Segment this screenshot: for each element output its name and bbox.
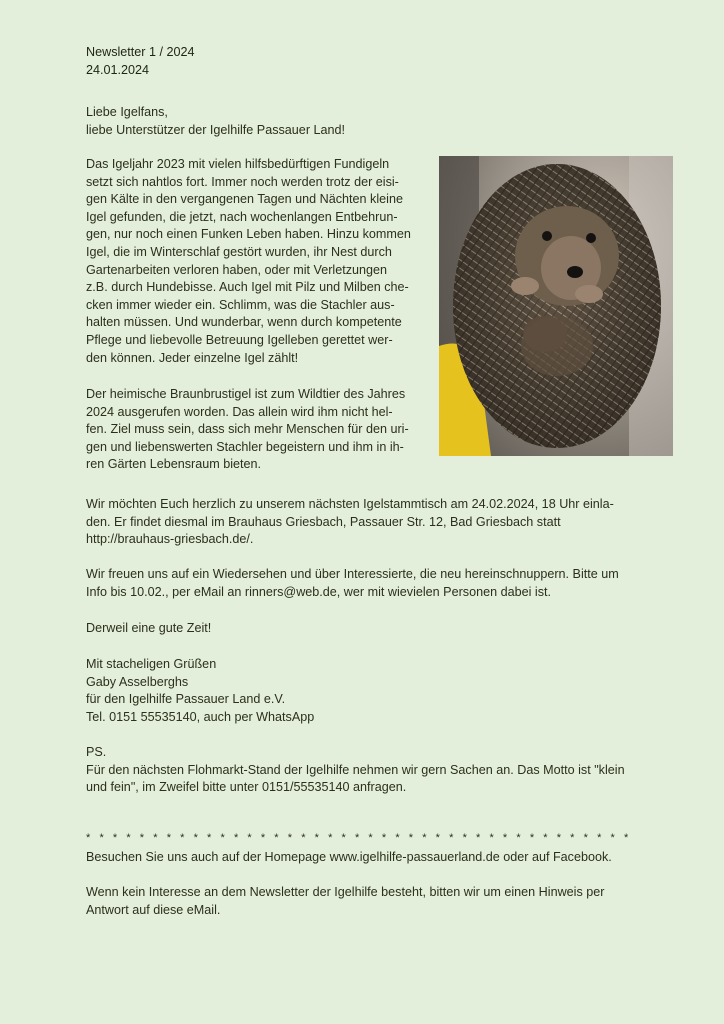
paragraph-igeljahr xyxy=(86,156,426,367)
text-line: setzt sich nahtlos fort. Immer noch werden trotz der eisi- xyxy=(86,174,399,189)
text-line: Für den nächsten Flohmarkt-Stand der Igelhilfe nehmen wir gern Sachen an. Das Motto ist "klein xyxy=(86,762,625,777)
text-line: den. Er findet diesmal im Brauhaus Griesbach, Passauer Str. 12, Bad Griesbach statt xyxy=(86,514,561,529)
hedgehog-image xyxy=(439,156,673,456)
ps-label: PS. xyxy=(86,745,107,759)
text-line: Der heimische Braunbrustigel ist zum Wildtier des Jahres xyxy=(86,387,406,401)
text-line: Igel, die im Winterschlaf gestört wurden, ihr Nest durch xyxy=(86,244,392,259)
text-line: gen und liebenswerten Stachler begeistern und ihm in ih- xyxy=(86,439,404,454)
newsletter-header xyxy=(86,44,195,79)
text-line: Wir freuen uns auf ein Wiedersehen und über Interessierte, die neu hereinschnuppern. Bitte um xyxy=(86,567,619,581)
text-line: Gartenarbeiten verloren haben, oder mit Verletzungen xyxy=(86,262,388,277)
newsletter-number: Newsletter 1 / 2024 xyxy=(86,45,195,59)
text-line: Wenn kein Interesse an dem Newsletter der Igelhilfe besteht, bitten wir um einen Hinweis per xyxy=(86,885,605,899)
homepage-note xyxy=(86,849,666,867)
text-line: Wir möchten Euch herzlich zu unserem nächsten Igelstammtisch am 24.02.2024, 18 Uhr einla- xyxy=(86,497,614,511)
text-line: ren Gärten Lebensraum bieten. xyxy=(86,457,262,472)
signature-organization: für den Igelhilfe Passauer Land e.V. xyxy=(86,692,286,707)
text-line: fen. Ziel muss sein, dass sich mehr Menschen für den uri- xyxy=(86,422,409,437)
signature xyxy=(86,656,666,726)
postscript xyxy=(86,744,666,797)
signature-phone: Tel. 0151 55535140, auch per WhatsApp xyxy=(86,709,315,724)
text-line: gen Kälte in den vergangenen Tagen und Nächten kleine xyxy=(86,192,403,207)
text-line: den können. Jeder einzelne Igel zählt! xyxy=(86,350,299,365)
star-separator: * * * * * * * * * * * * * * * * * * * * * * * * * * * * * * * * * * * * * * * * * xyxy=(86,832,629,844)
brauhaus-link[interactable]: http://brauhaus-griesbach.de/. xyxy=(86,532,254,547)
text-line: Info bis 10.02., per eMail an rinners@web.de, wer mit wievielen Personen dabei ist. xyxy=(86,584,551,599)
text-line: 2024 ausgerufen worden. Das allein wird ihm nicht hel- xyxy=(86,404,393,419)
text-line: z.B. durch Hundebisse. Auch Igel mit Pilz und Milben che- xyxy=(86,280,409,295)
hedgehog-photo xyxy=(439,156,673,456)
text-line: cken immer wieder ein. Schlimm, was die Stachler aus- xyxy=(86,297,395,312)
newsletter-date: 24.01.2024 xyxy=(86,62,150,77)
text-line: gen, nur noch einen Funken Leben haben. Hinzu kommen xyxy=(86,227,411,242)
text-line: Pflege und liebevolle Betreuung Igelleben gerettet wer- xyxy=(86,332,393,347)
text-line: Das Igeljahr 2023 mit vielen hilfsbedürftigen Fundigeln xyxy=(86,157,390,171)
unsubscribe-note xyxy=(86,884,666,919)
paragraph-wildtier xyxy=(86,386,426,474)
paragraph-stammtisch xyxy=(86,496,666,549)
paragraph-gute-zeit xyxy=(86,620,666,638)
greeting-line-1: Liebe Igelfans, xyxy=(86,105,168,119)
signature-name: Gaby Asselberghs xyxy=(86,674,189,689)
text-line: und fein", im Zweifel bitte unter 0151/55535140 anfragen. xyxy=(86,780,407,795)
text-line: Besuchen Sie uns auch auf der Homepage www.igelhilfe-passauerland.de oder auf Facebook. xyxy=(86,850,612,864)
text-line: Igel gefunden, die jetzt, nach wochenlangen Entbehrun- xyxy=(86,209,398,224)
text-line: Derweil eine gute Zeit! xyxy=(86,621,212,635)
text-line: halten müssen. Und wunderbar, wenn durch kompetente xyxy=(86,315,402,330)
text-line: Antwort auf diese eMail. xyxy=(86,902,221,917)
paragraph-wiedersehen xyxy=(86,566,666,601)
greeting xyxy=(86,104,345,139)
greeting-line-2: liebe Unterstützer der Igelhilfe Passauer Land! xyxy=(86,122,346,137)
signature-closing: Mit stacheligen Grüßen xyxy=(86,657,217,671)
